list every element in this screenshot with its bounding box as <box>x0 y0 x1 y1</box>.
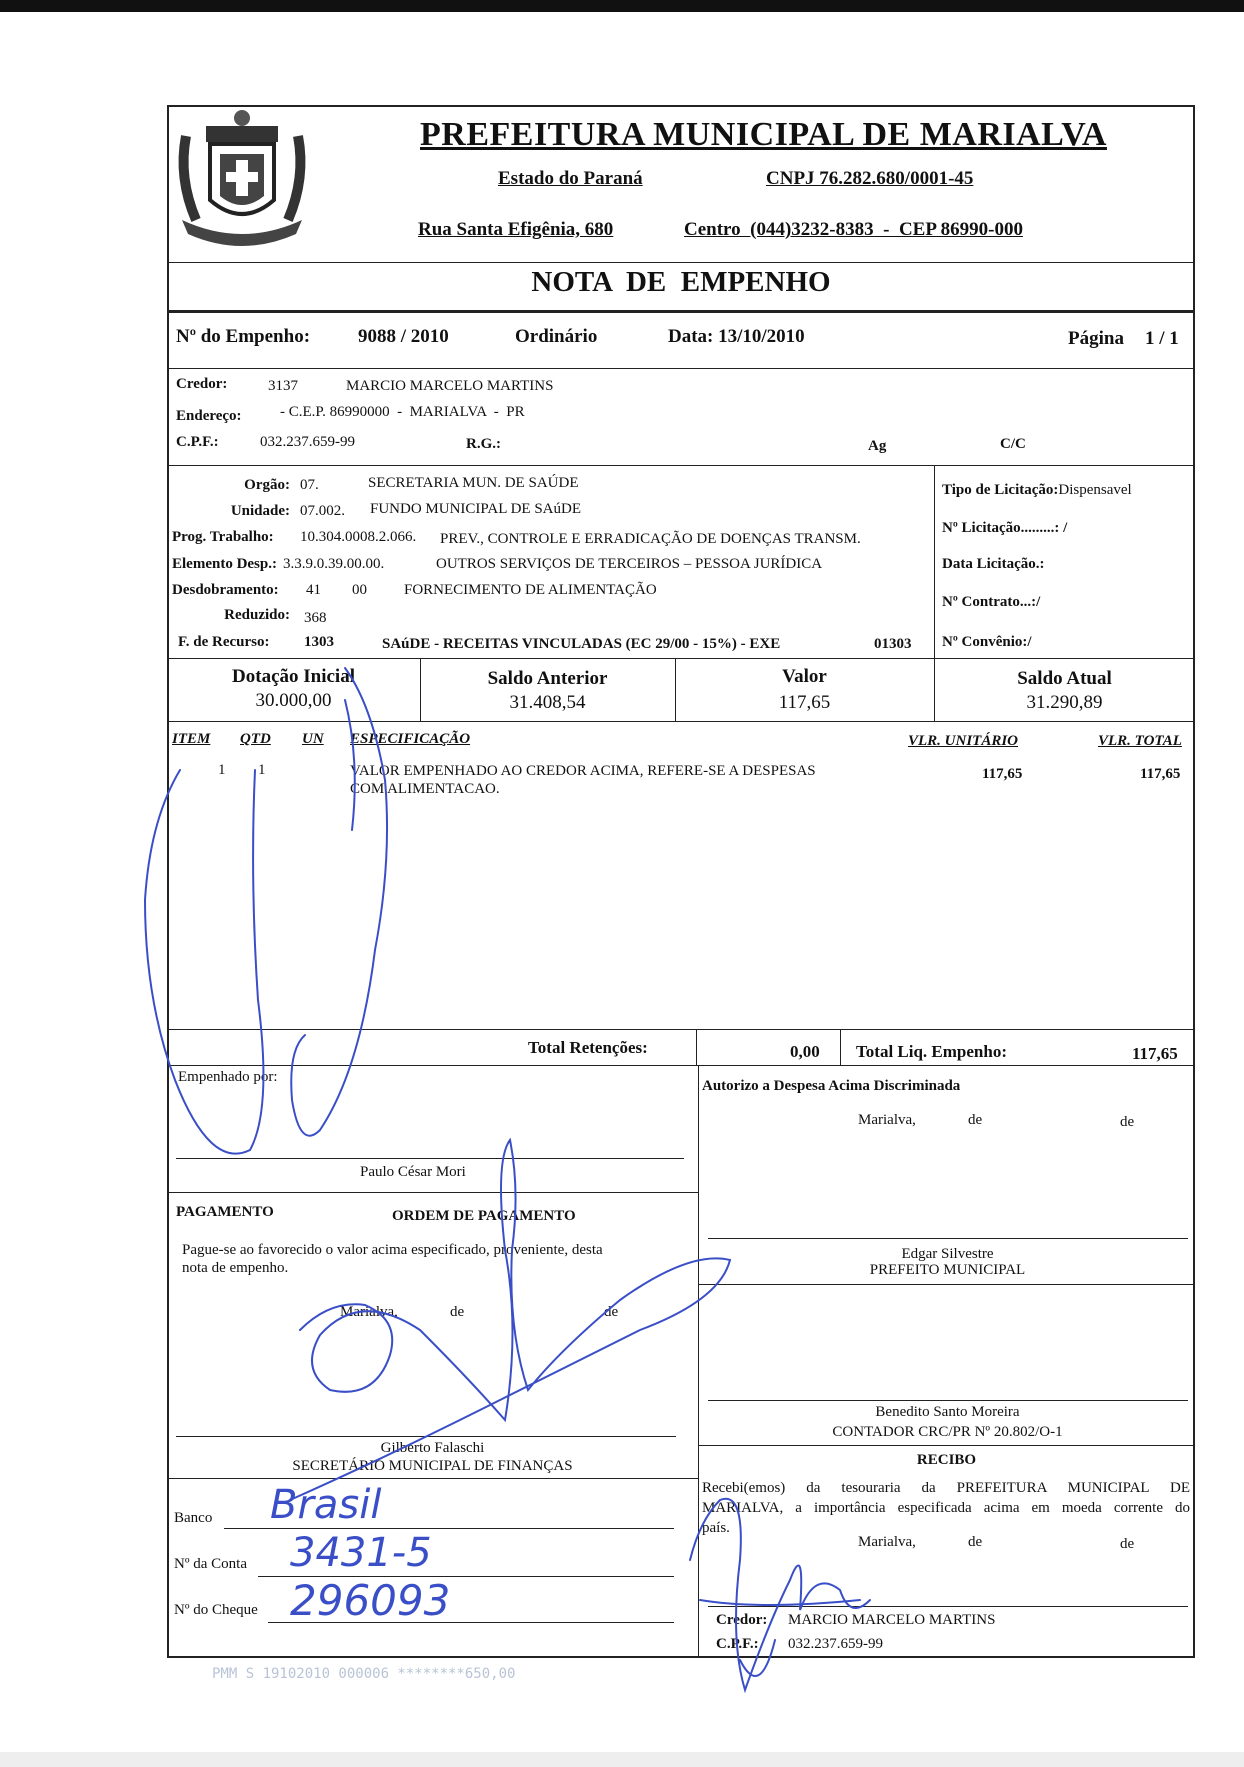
recibo-credor-label: Credor: <box>716 1612 768 1628</box>
recurso-code: 1303 <box>304 634 334 650</box>
divider <box>698 1284 1195 1285</box>
recurso-ref: 01303 <box>874 636 912 652</box>
convenio-number: Nº Convênio:/ <box>942 634 1032 650</box>
item-unit-value: 117,65 <box>982 766 1023 782</box>
pagamento-de2: de <box>604 1304 619 1320</box>
scan-bottom-edge <box>0 1752 1244 1767</box>
pagamento-label: PAGAMENTO <box>176 1204 274 1220</box>
secretario-role: SECRETÁRIO MUNICIPAL DE FINANÇAS <box>292 1458 573 1474</box>
items-header-spec: ESPECIFICAÇÃO <box>350 731 471 747</box>
district-phone-cep: Centro (044)3232-8383 - CEP 86990-000 <box>684 219 1023 240</box>
recibo-de1: de <box>968 1534 983 1550</box>
autorizo-de2: de <box>1120 1114 1135 1130</box>
scan-top-edge <box>0 0 1244 12</box>
street-address: Rua Santa Efigênia, 680 <box>418 219 614 240</box>
saldo-anterior-value: 31.408,54 <box>509 692 586 713</box>
divider <box>167 1192 698 1193</box>
unidade-name: FUNDO MUNICIPAL DE SAúDE <box>370 501 581 517</box>
divider <box>167 262 1195 263</box>
conta-label: Nº da Conta <box>174 1556 247 1572</box>
address-label: Endereço: <box>176 408 242 424</box>
dotacao-value: 30.000,00 <box>255 690 332 711</box>
banco-label: Banco <box>174 1510 213 1526</box>
municipal-coat-of-arms-icon <box>172 108 312 258</box>
empenho-number-label: Nº do Empenho: <box>176 326 311 347</box>
retencoes-label: Total Retenções: <box>528 1038 648 1057</box>
reduzido-label: Reduzido: <box>224 607 290 623</box>
credor-address: - C.E.P. 86990000 - MARIALVA - PR <box>280 404 525 420</box>
recurso-name: SAúDE - RECEITAS VINCULADAS (EC 29/00 - 15%) - EXE <box>382 636 781 652</box>
document-title: NOTA DE EMPENHO <box>531 266 831 298</box>
saldo-atual-label: Saldo Atual <box>1017 668 1112 689</box>
empenho-number: 9088 / 2010 <box>358 326 449 347</box>
orgao-code: 07. <box>300 477 319 493</box>
desdobramento-name: FORNECIMENTO DE ALIMENTAÇÃO <box>404 582 657 598</box>
recibo-city: Marialva, <box>858 1534 916 1550</box>
licitacao-type <box>942 482 1132 499</box>
recibo-de2: de <box>1120 1536 1135 1552</box>
dotacao-label: Dotação Inicial <box>232 666 355 687</box>
item-spec-line2: COM ALIMENTACAO. <box>350 781 500 797</box>
desdobramento-code: 41 <box>306 582 321 598</box>
agency-label: Ag <box>868 438 887 454</box>
rg-label: R.G.: <box>466 436 501 452</box>
page-number: 1 / 1 <box>1145 328 1179 349</box>
banco-line <box>224 1528 674 1529</box>
footer-stamp: PMM S 19102010 000006 ********650,00 <box>212 1666 516 1682</box>
autorizo-label: Autorizo a Despesa Acima Discriminada <box>702 1078 961 1094</box>
liquido-label: Total Liq. Empenho: <box>856 1042 1007 1061</box>
divider <box>167 1029 1195 1030</box>
signature-line <box>176 1436 676 1437</box>
recibo-text-line3: país. <box>702 1520 730 1536</box>
liquido-value: 117,65 <box>1132 1044 1178 1063</box>
divider <box>167 465 1195 466</box>
conta-handwritten: 3431-5 <box>290 1530 432 1576</box>
empenhado-name: Paulo César Mori <box>360 1164 466 1180</box>
divider <box>698 1445 1195 1446</box>
signature-line <box>176 1158 684 1159</box>
divider <box>167 658 1195 659</box>
signature-line <box>708 1400 1188 1401</box>
orgao-name: SECRETARIA MUN. DE SAÚDE <box>368 475 579 491</box>
signature-line <box>708 1238 1188 1239</box>
pagamento-text-line2: nota de empenho. <box>182 1260 289 1276</box>
items-header-total: VLR. TOTAL <box>1098 733 1182 749</box>
divider <box>167 721 1195 722</box>
divider <box>840 1029 841 1065</box>
elemento-name: OUTROS SERVIÇOS DE TERCEIROS – PESSOA JURÍDICA <box>436 556 823 572</box>
elemento-label: Elemento Desp.: <box>172 556 277 572</box>
prog-name: PREV., CONTROLE E ERRADICAÇÃO DE DOENÇAS TRANSM. <box>440 531 861 547</box>
autorizo-city: Marialva, <box>858 1112 916 1128</box>
credor-code: 3137 <box>268 378 298 394</box>
orgao-label: Orgão: <box>244 477 290 493</box>
licitacao-date: Data Licitação.: <box>942 556 1045 572</box>
desdobramento-label: Desdobramento: <box>172 582 279 598</box>
item-qtd: 1 <box>258 762 266 778</box>
recibo-cpf: 032.237.659-99 <box>788 1636 883 1652</box>
empenho-type: Ordinário <box>515 326 598 347</box>
item-number: 1 <box>218 762 226 778</box>
municipality-title: PREFEITURA MUNICIPAL DE MARIALVA <box>420 116 1107 153</box>
prog-label: Prog. Trabalho: <box>172 529 274 545</box>
item-total-value: 117,65 <box>1140 766 1181 782</box>
retencoes-value: 0,00 <box>790 1042 820 1061</box>
pagamento-city: Marialva, <box>340 1304 398 1320</box>
empenhado-label: Empenhado por: <box>178 1069 278 1085</box>
credor-cpf: 032.237.659-99 <box>260 434 355 450</box>
divider <box>167 1478 698 1479</box>
items-header-un: UN <box>302 731 324 747</box>
valor-value: 117,65 <box>778 692 831 713</box>
cpf-label: C.P.F.: <box>176 434 219 450</box>
prefeito-role: PREFEITO MUNICIPAL <box>869 1262 1026 1278</box>
signature-line <box>708 1606 1188 1607</box>
prefeito-name: Edgar Silvestre <box>901 1246 994 1262</box>
credor-name: MARCIO MARCELO MARTINS <box>346 378 554 394</box>
saldo-atual-value: 31.290,89 <box>1026 692 1103 713</box>
ordem-pagamento-label: ORDEM DE PAGAMENTO <box>392 1208 576 1224</box>
recibo-text-line2: MARIALVA, a importância especificada acima em moeda corrente do <box>702 1500 1190 1516</box>
cheque-handwritten: 296093 <box>290 1576 451 1625</box>
divider <box>698 1065 699 1658</box>
prog-code: 10.304.0008.2.066. <box>300 529 417 545</box>
unidade-label: Unidade: <box>230 503 290 519</box>
divider <box>167 310 1195 313</box>
divider <box>167 1065 1195 1066</box>
pagamento-de1: de <box>450 1304 465 1320</box>
divider <box>934 465 935 658</box>
recibo-text-line1: Recebi(emos) da tesouraria da PREFEITURA MUNICIPAL DE <box>702 1480 1190 1496</box>
unidade-code: 07.002. <box>300 503 345 519</box>
banco-handwritten: Brasil <box>270 1482 382 1528</box>
items-header-qtd: QTD <box>240 731 271 747</box>
secretario-name: Gilberto Falaschi <box>380 1440 485 1456</box>
reduzido-value: 368 <box>304 610 327 626</box>
desdobramento-sub: 00 <box>352 582 367 598</box>
divider <box>167 368 1195 369</box>
saldo-anterior-label: Saldo Anterior <box>487 668 608 689</box>
state-label: Estado do Paraná <box>498 168 643 189</box>
valor-label: Valor <box>782 666 827 687</box>
items-header-item: ITEM <box>172 731 211 747</box>
cheque-label: Nº do Cheque <box>174 1602 258 1618</box>
pagamento-text-line1: Pague-se ao favorecido o valor acima especificado, proveniente, desta <box>182 1242 603 1258</box>
recurso-label: F. de Recurso: <box>178 634 270 650</box>
recibo-label: RECIBO <box>916 1452 977 1468</box>
credor-label: Credor: <box>176 376 228 392</box>
licitacao-type-value: Dispensavel <box>1058 482 1132 498</box>
items-header-unit: VLR. UNITÁRIO <box>908 733 1019 749</box>
contador-role: CONTADOR CRC/PR Nº 20.802/O-1 <box>832 1424 1063 1440</box>
contract-number: Nº Contrato...:/ <box>942 594 1041 610</box>
page-label: Página <box>1068 328 1124 349</box>
cnpj-label: CNPJ 76.282.680/0001-45 <box>766 168 974 189</box>
empenho-date: Data: 13/10/2010 <box>668 326 805 347</box>
recibo-credor-name: MARCIO MARCELO MARTINS <box>788 1612 996 1628</box>
licitacao-number: Nº Licitação.........: / <box>942 520 1068 536</box>
licitacao-type-label: Tipo de Licitação: <box>942 482 1059 498</box>
recibo-cpf-label: C.P.F.: <box>716 1636 759 1652</box>
elemento-code: 3.3.9.0.39.00.00. <box>283 556 385 572</box>
contador-name: Benedito Santo Moreira <box>875 1404 1020 1420</box>
account-label: C/C <box>1000 436 1026 452</box>
divider <box>696 1029 697 1065</box>
autorizo-de1: de <box>968 1112 983 1128</box>
item-spec-line1: VALOR EMPENHADO AO CREDOR ACIMA, REFERE-SE A DESPESAS <box>350 763 816 779</box>
